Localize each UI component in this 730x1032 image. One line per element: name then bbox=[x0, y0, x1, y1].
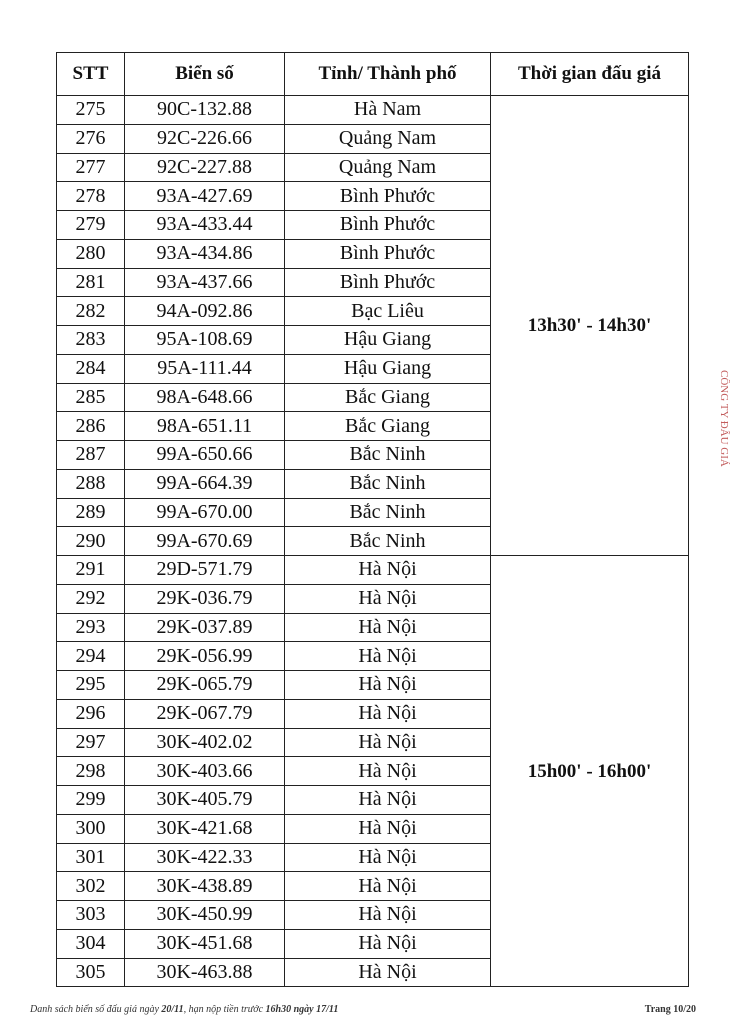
row-province: Hà Nội bbox=[285, 958, 491, 987]
row-plate-number: 93A-434.86 bbox=[125, 239, 285, 268]
row-stt: 284 bbox=[57, 354, 125, 383]
row-stt: 281 bbox=[57, 268, 125, 297]
row-stt: 285 bbox=[57, 383, 125, 412]
table-row bbox=[57, 96, 689, 125]
row-stt: 276 bbox=[57, 124, 125, 153]
row-stt: 291 bbox=[57, 556, 125, 585]
header-auction-time: Thời gian đấu giá bbox=[491, 53, 689, 96]
row-stt: 301 bbox=[57, 843, 125, 872]
row-plate-number: 30K-422.33 bbox=[125, 843, 285, 872]
stamp-fragment bbox=[716, 370, 730, 510]
row-stt: 298 bbox=[57, 757, 125, 786]
row-plate-number: 30K-451.68 bbox=[125, 929, 285, 958]
row-province: Hà Nội bbox=[285, 642, 491, 671]
row-plate-number: 30K-403.66 bbox=[125, 757, 285, 786]
row-plate-number: 30K-402.02 bbox=[125, 728, 285, 757]
row-stt: 287 bbox=[57, 441, 125, 470]
row-province: Hậu Giang bbox=[285, 326, 491, 355]
row-province: Hà Nội bbox=[285, 757, 491, 786]
row-province: Bắc Giang bbox=[285, 383, 491, 412]
row-province: Hà Nội bbox=[285, 728, 491, 757]
footer-middle: , hạn nộp tiền trước bbox=[183, 1004, 266, 1015]
row-province: Bắc Ninh bbox=[285, 527, 491, 556]
row-province: Hà Nội bbox=[285, 929, 491, 958]
row-province: Quảng Nam bbox=[285, 124, 491, 153]
row-plate-number: 93A-433.44 bbox=[125, 211, 285, 240]
row-plate-number: 99A-670.00 bbox=[125, 498, 285, 527]
plate-auction-table bbox=[56, 52, 689, 987]
row-plate-number: 92C-226.66 bbox=[125, 124, 285, 153]
row-stt: 299 bbox=[57, 786, 125, 815]
row-province: Bình Phước bbox=[285, 182, 491, 211]
row-plate-number: 93A-437.66 bbox=[125, 268, 285, 297]
row-stt: 286 bbox=[57, 412, 125, 441]
row-plate-number: 98A-648.66 bbox=[125, 383, 285, 412]
row-stt: 275 bbox=[57, 96, 125, 125]
page-number: Trang 10/20 bbox=[644, 1004, 696, 1015]
row-stt: 279 bbox=[57, 211, 125, 240]
row-province: Bình Phước bbox=[285, 211, 491, 240]
row-province: Bắc Ninh bbox=[285, 498, 491, 527]
row-stt: 295 bbox=[57, 671, 125, 700]
row-plate-number: 30K-450.99 bbox=[125, 901, 285, 930]
row-province: Hà Nội bbox=[285, 843, 491, 872]
auction-time-cell: 13h30' - 14h30' bbox=[491, 96, 689, 556]
header-stt: STT bbox=[57, 53, 125, 96]
row-stt: 297 bbox=[57, 728, 125, 757]
row-province: Hà Nội bbox=[285, 901, 491, 930]
row-stt: 303 bbox=[57, 901, 125, 930]
row-plate-number: 99A-670.69 bbox=[125, 527, 285, 556]
table-header-row bbox=[57, 53, 689, 96]
row-stt: 278 bbox=[57, 182, 125, 211]
row-province: Quảng Nam bbox=[285, 153, 491, 182]
row-plate-number: 99A-650.66 bbox=[125, 441, 285, 470]
row-plate-number: 30K-463.88 bbox=[125, 958, 285, 987]
row-plate-number: 99A-664.39 bbox=[125, 469, 285, 498]
row-province: Hà Nội bbox=[285, 584, 491, 613]
row-stt: 280 bbox=[57, 239, 125, 268]
row-plate-number: 29K-065.79 bbox=[125, 671, 285, 700]
row-stt: 277 bbox=[57, 153, 125, 182]
row-province: Bạc Liêu bbox=[285, 297, 491, 326]
row-province: Bắc Ninh bbox=[285, 469, 491, 498]
row-province: Hà Nội bbox=[285, 872, 491, 901]
row-plate-number: 30K-438.89 bbox=[125, 872, 285, 901]
row-province: Bắc Giang bbox=[285, 412, 491, 441]
row-province: Bình Phước bbox=[285, 268, 491, 297]
row-stt: 293 bbox=[57, 613, 125, 642]
table-row bbox=[57, 556, 689, 585]
row-province: Hà Nội bbox=[285, 613, 491, 642]
row-stt: 300 bbox=[57, 814, 125, 843]
row-stt: 292 bbox=[57, 584, 125, 613]
row-plate-number: 93A-427.69 bbox=[125, 182, 285, 211]
row-plate-number: 98A-651.11 bbox=[125, 412, 285, 441]
page-footer bbox=[30, 1004, 696, 1015]
row-stt: 304 bbox=[57, 929, 125, 958]
header-province: Tỉnh/ Thành phố bbox=[285, 53, 491, 96]
row-plate-number: 29K-037.89 bbox=[125, 613, 285, 642]
footer-auction-date: 20/11 bbox=[161, 1004, 184, 1015]
row-plate-number: 29K-036.79 bbox=[125, 584, 285, 613]
row-stt: 294 bbox=[57, 642, 125, 671]
row-plate-number: 92C-227.88 bbox=[125, 153, 285, 182]
row-plate-number: 30K-421.68 bbox=[125, 814, 285, 843]
row-plate-number: 29D-571.79 bbox=[125, 556, 285, 585]
footer-deadline: 16h30 ngày 17/11 bbox=[265, 1004, 339, 1015]
row-stt: 283 bbox=[57, 326, 125, 355]
auction-time-cell: 15h00' - 16h00' bbox=[491, 556, 689, 987]
row-province: Hà Nội bbox=[285, 671, 491, 700]
row-province: Bắc Ninh bbox=[285, 441, 491, 470]
footer-prefix: Danh sách biển số đấu giá ngày bbox=[30, 1004, 162, 1015]
row-stt: 289 bbox=[57, 498, 125, 527]
row-province: Hà Nội bbox=[285, 814, 491, 843]
row-plate-number: 90C-132.88 bbox=[125, 96, 285, 125]
row-province: Hà Nội bbox=[285, 556, 491, 585]
header-plate-number: Biển số bbox=[125, 53, 285, 96]
row-plate-number: 95A-108.69 bbox=[125, 326, 285, 355]
stamp-text: CÔNG TY ĐẤU GIÁ bbox=[718, 370, 730, 467]
table-body bbox=[57, 96, 689, 987]
row-stt: 288 bbox=[57, 469, 125, 498]
row-plate-number: 94A-092.86 bbox=[125, 297, 285, 326]
plate-auction-table-container bbox=[56, 52, 688, 987]
row-province: Bình Phước bbox=[285, 239, 491, 268]
row-province: Hậu Giang bbox=[285, 354, 491, 383]
row-plate-number: 30K-405.79 bbox=[125, 786, 285, 815]
row-stt: 305 bbox=[57, 958, 125, 987]
row-province: Hà Nội bbox=[285, 786, 491, 815]
row-plate-number: 29K-067.79 bbox=[125, 699, 285, 728]
row-stt: 290 bbox=[57, 527, 125, 556]
row-stt: 302 bbox=[57, 872, 125, 901]
row-province: Hà Nội bbox=[285, 699, 491, 728]
row-stt: 296 bbox=[57, 699, 125, 728]
row-plate-number: 29K-056.99 bbox=[125, 642, 285, 671]
row-stt: 282 bbox=[57, 297, 125, 326]
row-province: Hà Nam bbox=[285, 96, 491, 125]
row-plate-number: 95A-111.44 bbox=[125, 354, 285, 383]
